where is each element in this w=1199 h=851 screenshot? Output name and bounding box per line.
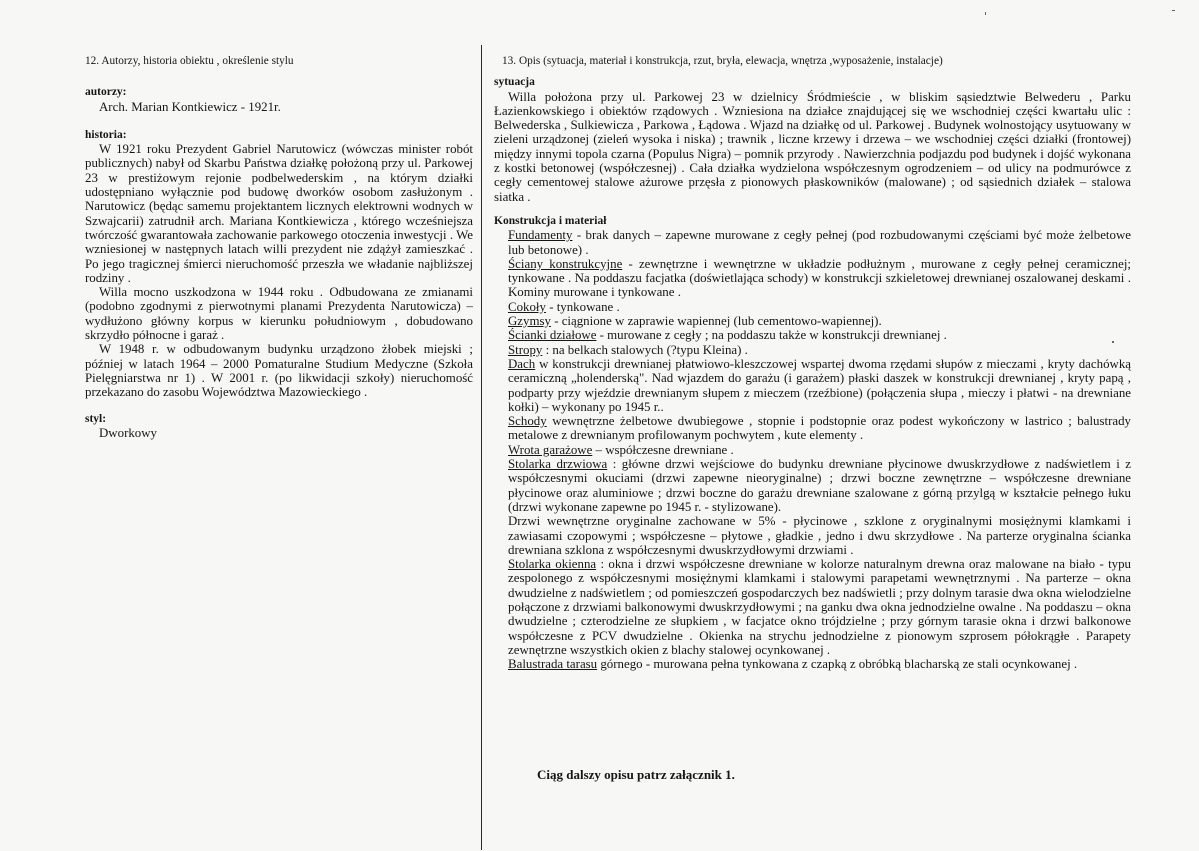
- text-partitions: - murowane z cegły ; na poddaszu także w konstrukcji drewnianej .: [596, 328, 947, 343]
- text-windows: : okna i drzwi współczesne drewniane w kolorze naturalnym drewna oraz malowane na biało - typu zespolonego z współczesnymi mosiężnymi klamkami i stalowymi parapetami wewnętrznymi . Na parterze – okna dwudzielne z nadświetlem ; od pomieszczeń gospodarczych bez nadświetli ; przy dolnym tarasie dwa okna wielodzielne połączone z drzwiami balkonowymi dwuskrzydłowymi ; na ganku dwa okna jednodzielne owalne . Na poddaszu – okna dwudzielne ; czterodzielne ze słupkiem , w facjatce okno trójdzielne ; przy górnym tarasie okna i drzwi balkonowe współczesne z PCV dwudzielne . Okienka na strychu jednodzielne z pionowym szprosem półokrągłe . Parapety zewnętrzne wszystkich okien z blachy stalowej ocynkowanej .: [508, 557, 1131, 657]
- item-garage-gate: [494, 443, 1131, 457]
- item-stairs: [494, 414, 1131, 443]
- history-paragraph-1: W 1921 roku Prezydent Gabriel Narutowicz (wówczas minister robót publicznych) nabył od Skarbu Państwa działkę położoną przy ul. Parkowej 23 w prestiżowym rejonie podbelwederskim , na którym działki udostępniano wyłącznie pod budowę dworków osobom zasłużonym . Narutowicz (będąc samemu projektantem licznych elektrowni wodnych w Szwajcarii) zatrudnił arch. Mariana Kontkiewicza , którego wcześniejsza twórczość gwarantowała zachowanie parkowego otoczenia inwestycji . We wzniesionej w następnych latach willi prezydent nie zdążył zamieszkać . Po jego tragicznej śmierci nieruchomość przeszła we władanie najbliższej rodziny .: [85, 142, 473, 285]
- text-doors: : główne drzwi wejściowe do budynku drewniane płycinowe dwuskrzydłowe z nadświetlem i z współczesnymi okuciami (drzwi zapewne nieoryginalne) ; drzwi boczne zewnętrzne – współczesne drewniane płycinowe oraz aluminiowe ; drzwi boczne do garażu drewniane szalowane z górną przylgą w kształcie pełnego łuku (drzwi wykonane zapewne po 1945 r. - stylizowane).: [508, 457, 1131, 514]
- scan-speck: [1172, 10, 1175, 11]
- text-walls: - zewnętrzne i wewnętrzne w układzie podłużnym , murowane z cegły pełnej ceramicznej; tynkowane . Na poddaszu facjatka (doświetlająca schody) w konstrukcji szkieletowej drewnianej oszalowanej deskami . Kominy murowane i tynkowane .: [508, 256, 1131, 300]
- history-paragraph-2: Willa mocno uszkodzona w 1944 roku . Odbudowana ze zmianami (podobno zgodnymi z pierwotnymi planami Prezydenta Narutowicza) – wydłużono główny korpus w kierunku południowym , dobudowano skrzydło północne i garaż .: [85, 285, 473, 343]
- text-plinths: - tynkowane .: [545, 299, 620, 314]
- authors-label: autorzy:: [85, 86, 127, 99]
- term-windows: Stolarka okienna: [508, 557, 597, 572]
- term-partitions: Ścianki działowe: [508, 328, 597, 343]
- text-roof: w konstrukcji drewnianej płatwiowo-kleszczowej wspartej dwoma rzędami słupów z mieczami , kryty dachówką ceramiczną „holenderską". Nad wjazdem do garażu (i garażem) płaski daszek w konstrukcji drewnianej , kryty papą , podparty przy wjeździe drewnianym słupem z mieczem (rzeźbione) (połączenia słupa , mieczy i płatwi - na drewniane kołki) – wykonany po 1945 r..: [508, 356, 1131, 414]
- construction-label: Konstrukcja i materiał: [494, 214, 607, 227]
- doors-extra: Drzwi wewnętrzne oryginalne zachowane w 5% - płycinowe , szklone z oryginalnymi mosiężnymi klamkami i zawiasami czopowymi ; współczesne – płytowe , gładkie , jedno i dwu skrzydłowe . Na parterze oryginalna ścianka drewniana szklona z współczesnymi dwuskrzydłowymi drzwiami .: [508, 514, 1131, 557]
- item-balustrade: [494, 657, 1131, 671]
- term-plinths: Cokoły: [508, 299, 546, 314]
- term-walls: Ściany konstrukcyjne: [508, 256, 623, 271]
- text-stairs: wewnętrzne żelbetowe dwubiegowe , stopnie i podstopnie oraz podest wykończony w lastrico ; balustrady metalowe z drewnianym profilowanym pochwytem , kute elementy .: [508, 414, 1131, 443]
- scan-speck: [985, 12, 986, 15]
- item-plinths: [494, 300, 1131, 314]
- situation-text: Willa położona przy ul. Parkowej 23 w dzielnicy Śródmieście , w bliskim sąsiedztwie Belwederu , Parku Łazienkowskiego i obiektów rządowych . Wzniesiona na działce znajdującej się we wschodniej części kwartału ulic : Belwederska , Sulkiewicza , Parkowa , Łądowa . Wjazd na działkę od ul. Parkowej . Budynek wolnostojący usytuowany w zieleni urządzonej (zieleń wysoka i niska) ; trawnik , liczne krzewy i drzewa – we wschodniej części działki (frontowej) między innymi topola czarna (Populus Nigra) – pomnik przyrody . Nawierzchnia podjazdu pod budynek i dojść wykonana z kostki betonowej (współczesnej) . Cała działka wydzielona współczesnym ogrodzeniem – od ulicy na podmurówce z cegły cementowej stalowe ażurowe przęsła z pionowych płaskowników (malowane) ; od sąsiednich działek – stalowa siatka .: [494, 89, 1131, 204]
- term-doors: Stolarka drzwiowa: [508, 457, 608, 472]
- item-roof: [494, 357, 1131, 414]
- item-ceilings: [494, 343, 1131, 357]
- item-partitions: [494, 328, 1131, 342]
- right-column: [494, 54, 1131, 671]
- continuation-note: Ciąg dalszy opisu patrz załącznik 1.: [537, 767, 735, 782]
- column-divider: [481, 45, 482, 850]
- term-foundations: Fundamenty: [508, 228, 573, 243]
- term-cornices: Gzymsy: [508, 314, 551, 329]
- term-balustrade: Balustrada tarasu: [508, 657, 598, 672]
- item-doors: [494, 457, 1131, 514]
- term-roof: Dach: [508, 356, 536, 371]
- item-cornices: [494, 314, 1131, 328]
- text-foundations: - brak danych – zapewne murowane z cegły pełnej (pod rozbudowanymi częściami być może żelbetowe lub betonowe) .: [508, 228, 1131, 257]
- history-paragraph-3: W 1948 r. w odbudowanym budynku urządzono żłobek miejski ; później w latach 1964 – 2000 Pomaturalne Studium Medyczne (Szkoła Pielęgniarstwa nr 1) . W 2001 r. (po likwidacji szkoły) nieruchomość przekazano do zasobu Województwa Mazowieckiego .: [85, 342, 473, 400]
- scan-speck: [1112, 341, 1114, 343]
- history-label: historia:: [85, 128, 127, 141]
- item-windows: [494, 557, 1131, 657]
- term-garage-gate: Wrota garażowe: [508, 442, 593, 457]
- situation-label: sytuacja: [494, 76, 535, 89]
- text-balustrade: górnego - murowana pełna tynkowana z czapką z obróbką blacharską ze stali ocynkowanej .: [597, 657, 1078, 672]
- style-text: Dworkowy: [99, 425, 158, 440]
- section-12-heading: 12. Autorzy, historia obiektu , określenie stylu: [85, 55, 294, 67]
- section-13-heading: 13. Opis (sytuacja, materiał i konstrukcja, rzut, bryła, elewacja, wnętrza ,wyposażenie, instalacje): [502, 55, 943, 67]
- authors-text: Arch. Marian Kontkiewicz - 1921r.: [99, 99, 281, 114]
- item-walls: [494, 257, 1131, 300]
- term-stairs: Schody: [508, 414, 547, 429]
- text-cornices: - ciągnione w zaprawie wapiennej (lub cementowo-wapiennej).: [550, 314, 882, 329]
- style-label: styl:: [85, 412, 107, 425]
- text-ceilings: : na belkach stalowych (?typu Kleina) .: [542, 342, 748, 357]
- term-ceilings: Stropy: [508, 342, 543, 357]
- text-garage-gate: – współczesne drewniane .: [592, 442, 734, 457]
- left-column: [85, 54, 473, 440]
- item-foundations: [494, 228, 1131, 257]
